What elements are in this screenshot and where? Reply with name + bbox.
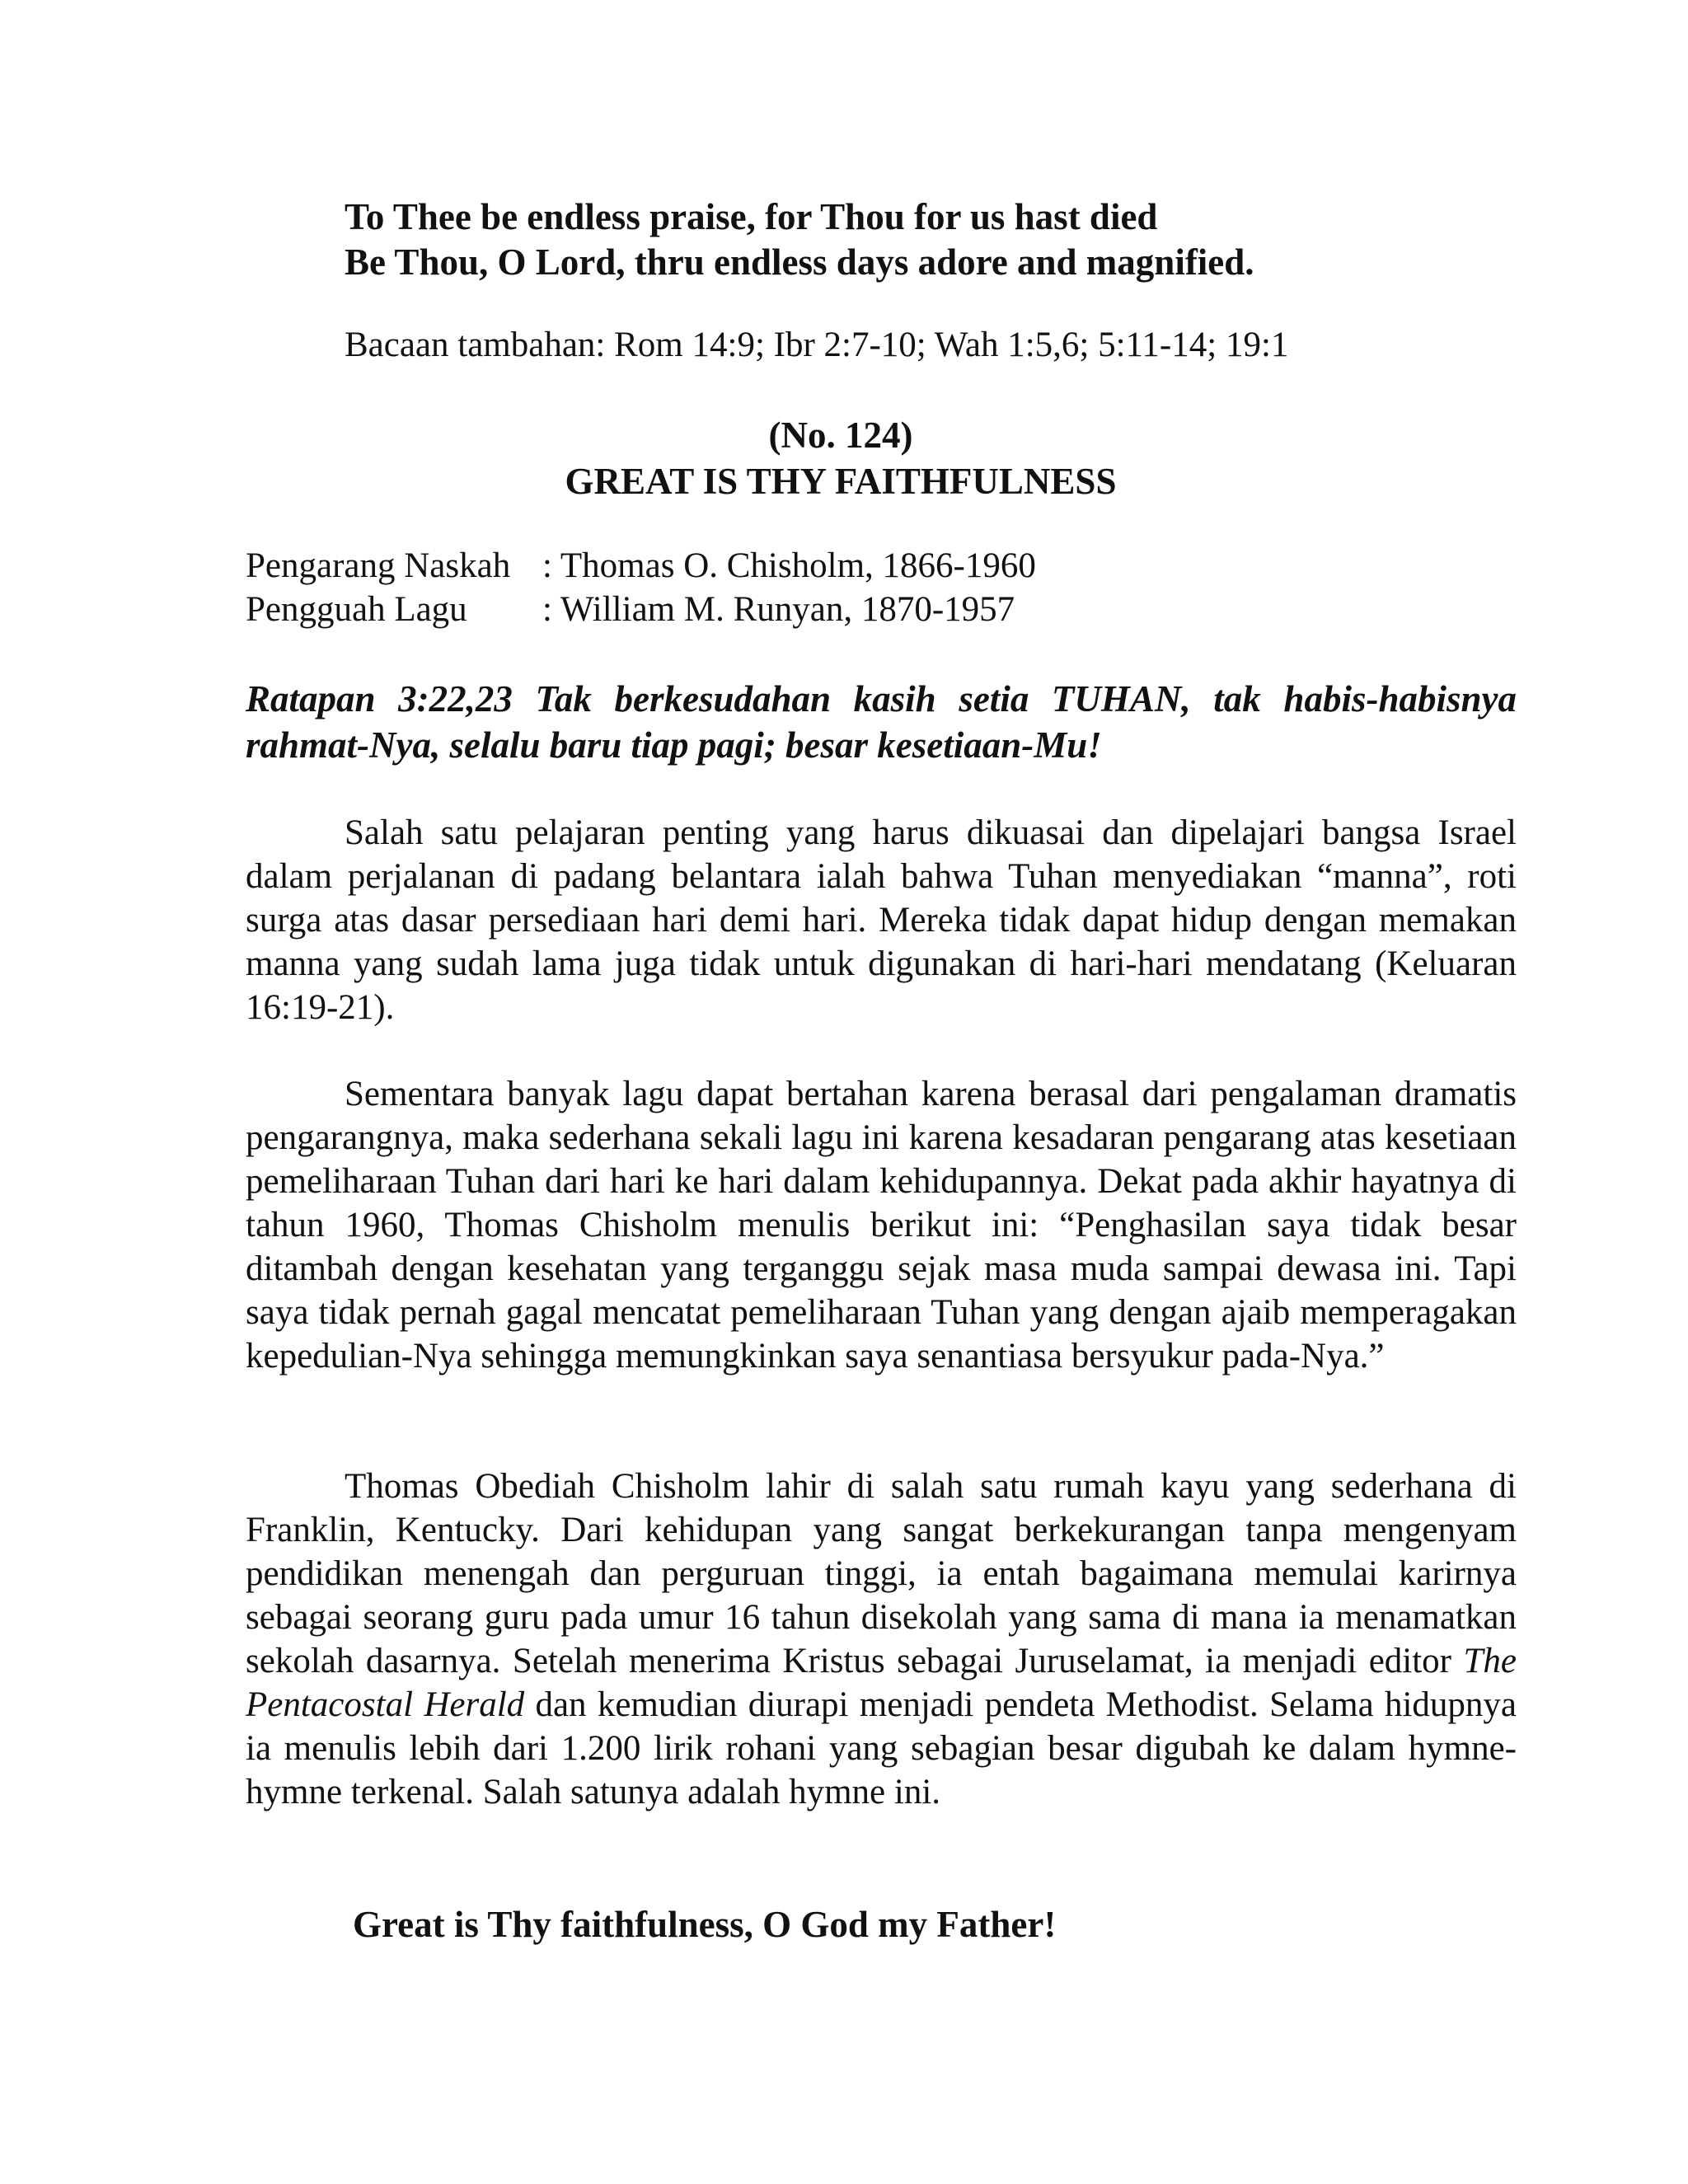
author-value: : Thomas O. Chisholm, 1866-1960 — [542, 546, 1036, 585]
hymn-verse-excerpt — [345, 194, 1564, 285]
verse-line-1: To Thee be endless praise, for Thou for us hast died — [345, 196, 1158, 237]
paragraph-song-origin: Sementara banyak lagu dapat bertahan karena berasal dari pengalaman dramatis pengarangnya, maka sederhana sekali lagu ini karena kesadaran pengarang atas kesetiaan pemeliharaan Tuhan dari hari ke hari dalam kehidupannya. Dekat pada akhir hayatnya di tahun 1960, Thomas Chisholm menulis berikut ini: “Penghasilan saya tidak besar ditambah dengan kesehatan yang terganggu sejak masa muda sampai dewasa ini. Tapi saya tidak pernah gagal mencatat pemeliharaan Tuhan yang dengan ajaib memperagakan kepedulian-Nya sehingga memungkinkan saya senantiasa bersyukur pada-Nya.” — [246, 1075, 1517, 1376]
publication-title: The Pentacostal Herald — [246, 1642, 1517, 1724]
hymn-refrain-line: Great is Thy faithfulness, O God my Father! — [353, 1904, 1057, 1945]
composer-credit — [246, 588, 1564, 631]
biography-text-2: dan kemudian diurapi menjadi pendeta Methodist. Selama hidupnya ia menulis lebih dari 1.200 lirik rohani yang sebagian besar digubah ke dalam hymne-hymne terkenal. Salah satunya adalah hymne ini. — [246, 1685, 1517, 1811]
paragraph-biography — [246, 1465, 1517, 1814]
composer-label: Pengguah Lagu — [246, 590, 467, 629]
hymn-heading — [247, 412, 1434, 504]
author-credit — [246, 544, 1564, 588]
biography-text-1: Thomas Obediah Chisholm lahir di salah satu rumah kayu yang sederhana di Franklin, Kentucky. Dari kehidupan yang sangat berkekurangan tanpa mengenyam pendidikan menengah dan perguruan tinggi, ia entah bagaimana memulai karirnya sebagai seorang guru pada umur 16 tahun disekolah yang sama di mana ia menamatkan sekolah dasarnya. Setelah menerima Kristus sebagai Juruselamat, ia menjadi editor — [246, 1467, 1517, 1680]
hymn-title: GREAT IS THY FAITHFULNESS — [565, 461, 1117, 502]
hymn-credits — [246, 544, 1564, 631]
hymn-number: (No. 124) — [768, 415, 913, 456]
composer-value: : William M. Runyan, 1870-1957 — [542, 590, 1015, 629]
verse-line-2: Be Thou, O Lord, thru endless days adore and magnified. — [345, 241, 1254, 283]
paragraph-manna: Salah satu pelajaran penting yang harus dikuasai dan dipelajari bangsa Israel dalam perjalanan di padang belantara ialah bahwa Tuhan menyediakan “manna”, roti surga atas dasar persediaan hari demi hari. Mereka tidak dapat hidup dengan memakan manna yang sudah lama juga tidak untuk digunakan di hari-hari mendatang (Keluaran 16:19-21). — [246, 813, 1517, 1027]
author-label: Pengarang Naskah — [246, 546, 511, 585]
additional-reading: Bacaan tambahan: Rom 14:9; Ibr 2:7-10; Wah 1:5,6; 5:11-14; 19:1 — [345, 326, 1289, 364]
scripture-quote: Ratapan 3:22,23 Tak berkesudahan kasih setia TUHAN, tak habis-habisnya rahmat-Nya, selalu baru tiap pagi; besar kesetiaan-Mu! — [246, 678, 1517, 766]
